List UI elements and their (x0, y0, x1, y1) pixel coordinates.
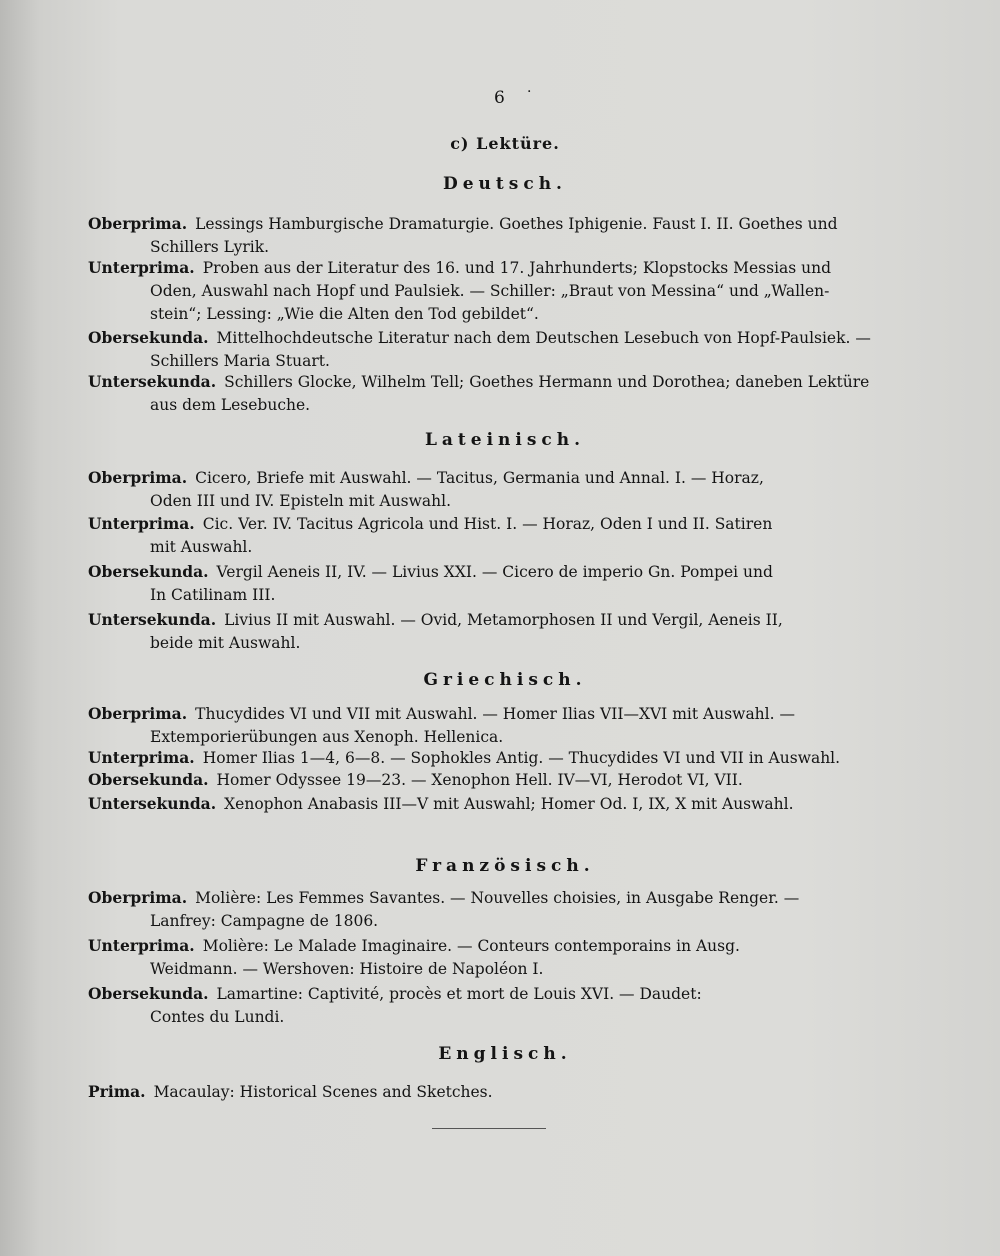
entry-line: Weidmann. — Wershoven: Histoire de Napoléon I. (150, 960, 544, 978)
entry-deutsch-0 (88, 212, 916, 259)
entry-label: Obersekunda. (88, 984, 209, 1003)
entry-label: Oberprima. (88, 468, 188, 487)
entry-line: Lessings Hamburgische Dramaturgie. Goethes Iphigenie. Faust I. II. Goethes und (195, 215, 838, 233)
entry-lateinisch-3 (88, 608, 916, 655)
page-number: 6 (494, 88, 505, 108)
entry-griechisch-1 (88, 746, 916, 770)
entry-deutsch-3 (88, 370, 916, 417)
entry-line: Macaulay: Historical Scenes and Sketches. (153, 1083, 493, 1101)
entry-line: Mittelhochdeutsche Literatur nach dem Deutschen Lesebuch von Hopf-Paulsiek. — (216, 329, 871, 347)
entry-line: aus dem Lesebuche. (150, 396, 311, 414)
entry-label: Unterprima. (88, 748, 195, 767)
entry-deutsch-2 (88, 326, 916, 373)
heading-griechisch: Griechisch. (423, 670, 587, 690)
entry-line: Vergil Aeneis II, IV. — Livius XXI. — Cicero de imperio Gn. Pompei und (216, 563, 773, 581)
entry-label: Obersekunda. (88, 562, 209, 581)
entry-griechisch-3 (88, 792, 916, 816)
entry-line: Homer Ilias 1—4, 6—8. — Sophokles Antig. — Thucydides VI und VII in Auswahl. (202, 749, 841, 767)
entry-label: Untersekunda. (88, 794, 217, 813)
entry-line: stein“; Lessing: „Wie die Alten den Tod gebildet“. (150, 305, 539, 323)
entry-franzoesisch-2 (88, 982, 916, 1029)
entry-line: mit Auswahl. (150, 538, 253, 556)
section-title: c) Lektüre. (450, 134, 560, 153)
entry-line: Molière: Le Malade Imaginaire. — Conteurs contemporains in Ausg. (202, 937, 740, 955)
entry-griechisch-2 (88, 768, 916, 792)
entry-line: Schillers Glocke, Wilhelm Tell; Goethes Hermann und Dorothea; daneben Lektüre (224, 373, 870, 391)
heading-deutsch: Deutsch. (443, 174, 567, 194)
entry-label: Untersekunda. (88, 372, 217, 391)
entry-line: Oden III und IV. Episteln mit Auswahl. (150, 492, 452, 510)
entry-line: Xenophon Anabasis III—V mit Auswahl; Homer Od. I, IX, X mit Auswahl. (224, 795, 794, 813)
entry-label: Oberprima. (88, 704, 188, 723)
entry-label: Obersekunda. (88, 770, 209, 789)
entry-label: Unterprima. (88, 936, 195, 955)
page-dot: · (527, 84, 532, 100)
entry-line: Schillers Lyrik. (150, 238, 270, 256)
entry-line: Cic. Ver. IV. Tacitus Agricola und Hist. I. — Horaz, Oden I und II. Satiren (202, 515, 773, 533)
heading-englisch: Englisch. (438, 1044, 572, 1064)
entry-label: Unterprima. (88, 258, 195, 277)
entry-label: Unterprima. (88, 514, 195, 533)
entry-line: Contes du Lundi. (150, 1008, 285, 1026)
entry-line: In Catilinam III. (150, 586, 276, 604)
entry-deutsch-1 (88, 256, 916, 326)
entry-line: beide mit Auswahl. (150, 634, 301, 652)
heading-lateinisch: Lateinisch. (424, 430, 586, 450)
entry-label: Obersekunda. (88, 328, 209, 347)
entry-label: Oberprima. (88, 214, 188, 233)
entry-label: Untersekunda. (88, 610, 217, 629)
entry-line: Cicero, Briefe mit Auswahl. — Tacitus, Germania und Annal. I. — Horaz, (195, 469, 764, 487)
entry-line: Thucydides VI und VII mit Auswahl. — Homer Ilias VII—XVI mit Auswahl. — (195, 705, 795, 723)
entry-griechisch-0 (88, 702, 916, 749)
entry-label: Oberprima. (88, 888, 188, 907)
entry-line: Lanfrey: Campagne de 1806. (150, 912, 379, 930)
entry-line: Homer Odyssee 19—23. — Xenophon Hell. IV—VI, Herodot VI, VII. (216, 771, 743, 789)
entry-line: Oden, Auswahl nach Hopf und Paulsiek. — Schiller: „Braut von Messina“ und „Wallen- (150, 282, 830, 300)
entry-lateinisch-2 (88, 560, 916, 607)
entry-line: Molière: Les Femmes Savantes. — Nouvelles choisies, in Ausgabe Renger. — (195, 889, 800, 907)
entry-englisch-0 (88, 1080, 916, 1104)
entry-franzoesisch-0 (88, 886, 916, 933)
entry-line: Proben aus der Literatur des 16. und 17. Jahrhunderts; Klopstocks Messias und (202, 259, 832, 277)
entry-line: Schillers Maria Stuart. (150, 352, 330, 370)
entry-lateinisch-1 (88, 512, 916, 559)
entry-line: Livius II mit Auswahl. — Ovid, Metamorphosen II und Vergil, Aeneis II, (224, 611, 783, 629)
heading-franzoesisch: Französisch. (415, 856, 595, 876)
closing-rule (432, 1128, 546, 1129)
entry-label: Prima. (88, 1082, 146, 1101)
entry-franzoesisch-1 (88, 934, 916, 981)
entry-line: Lamartine: Captivité, procès et mort de Louis XVI. — Daudet: (216, 985, 702, 1003)
entry-lateinisch-0 (88, 466, 916, 513)
entry-line: Extemporierübungen aus Xenoph. Hellenica. (150, 728, 504, 746)
